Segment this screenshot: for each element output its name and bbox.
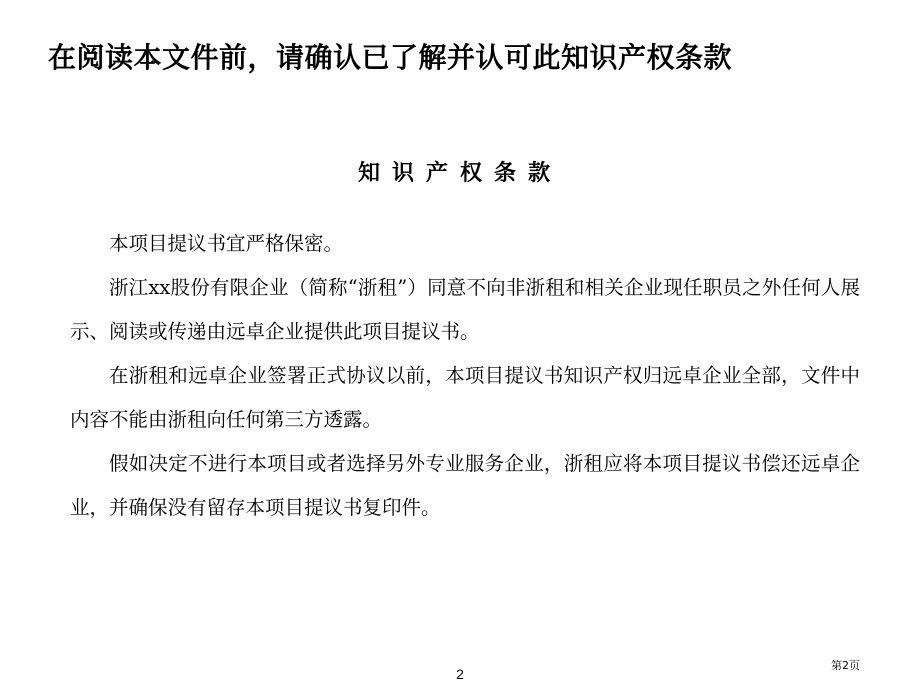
paragraph-disclosure: 浙江xx股份有限企业（简称“浙租”）同意不向非浙租和相关企业现任职员之外任何人展示、阅读或传递由远卓企业提供此项目提议书。 — [70, 276, 860, 343]
page-number: 2 — [456, 666, 464, 682]
paragraph-return: 假如决定不进行本项目或者选择另外专业服务企业，浙租应将本项目提议书偿还远卓企业，并确保没有留存本项目提议书复印件。 — [70, 452, 860, 519]
paragraph-confidentiality: 本项目提议书宜严格保密。 — [109, 232, 344, 255]
body-text — [70, 222, 860, 530]
page-title: 在阅读本文件前，请确认已了解并认可此知识产权条款 — [48, 41, 733, 74]
section-heading: 知识产权条款 — [357, 160, 562, 186]
paragraph-ownership: 在浙租和远卓企业签署正式协议以前，本项目提议书知识产权归远卓企业全部，文件中内容不能由浙租向任何第三方透露。 — [70, 364, 860, 431]
page-label: 第2页 — [831, 659, 860, 672]
